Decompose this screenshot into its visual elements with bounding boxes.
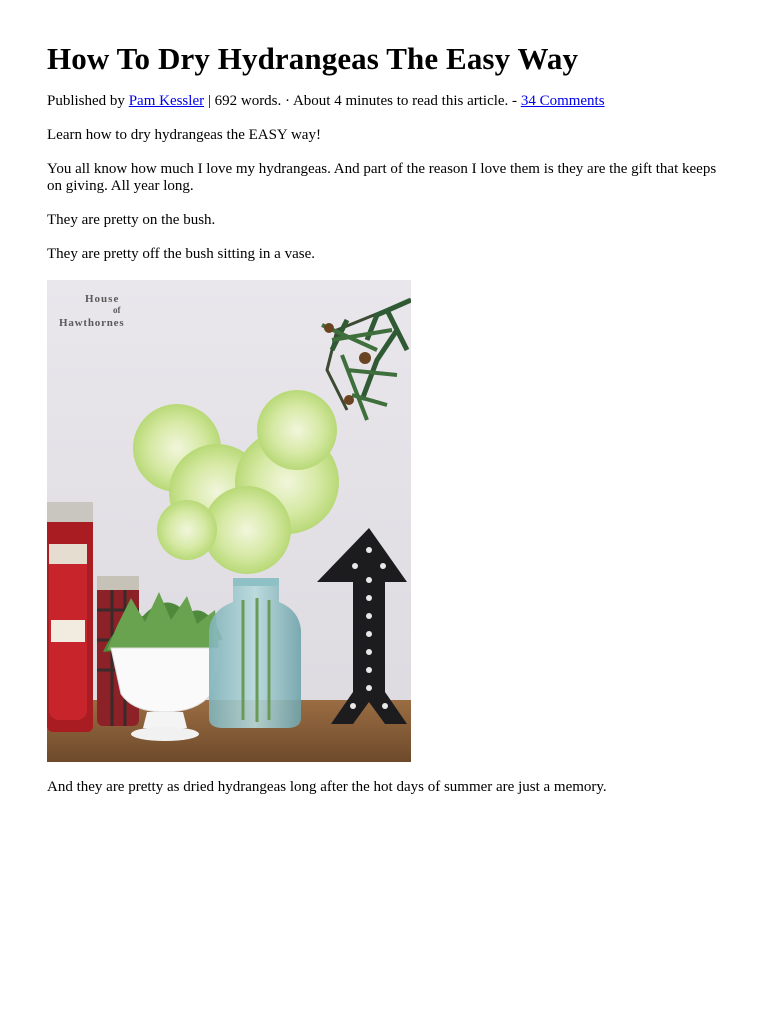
comments-link[interactable]: 34 Comments [520,93,605,110]
paragraph-vase: They are pretty off the bush sitting in a vase. [47,246,315,263]
paragraph-dried: And they are pretty as dried hydrangeas long after the hot days of summer are just a memory. [47,779,607,796]
article-meta [47,93,727,110]
author-link[interactable]: Pam Kessler [128,93,205,110]
article [47,40,727,813]
article-title: How To Dry Hydrangeas The Easy Way [47,41,579,76]
watermark-line2: of [113,305,121,316]
paragraph-love: You all know how much I love my hydrangeas. And part of the reason I love them is they are the gift that keeps on giving. All year long. [47,161,717,195]
watermark-line1: House [85,293,120,306]
article-stats: 692 words. · About 4 minutes to read this article. - [214,93,518,110]
paragraph-intro: Learn how to dry hydrangeas the EASY way! [47,127,321,144]
watermark-line3: Hawthornes [59,317,125,330]
published-by-label: Published by [47,93,125,110]
meta-separator: | [207,93,211,110]
paragraph-bush: They are pretty on the bush. [47,212,216,229]
hydrangea-photo[interactable] [47,280,411,762]
